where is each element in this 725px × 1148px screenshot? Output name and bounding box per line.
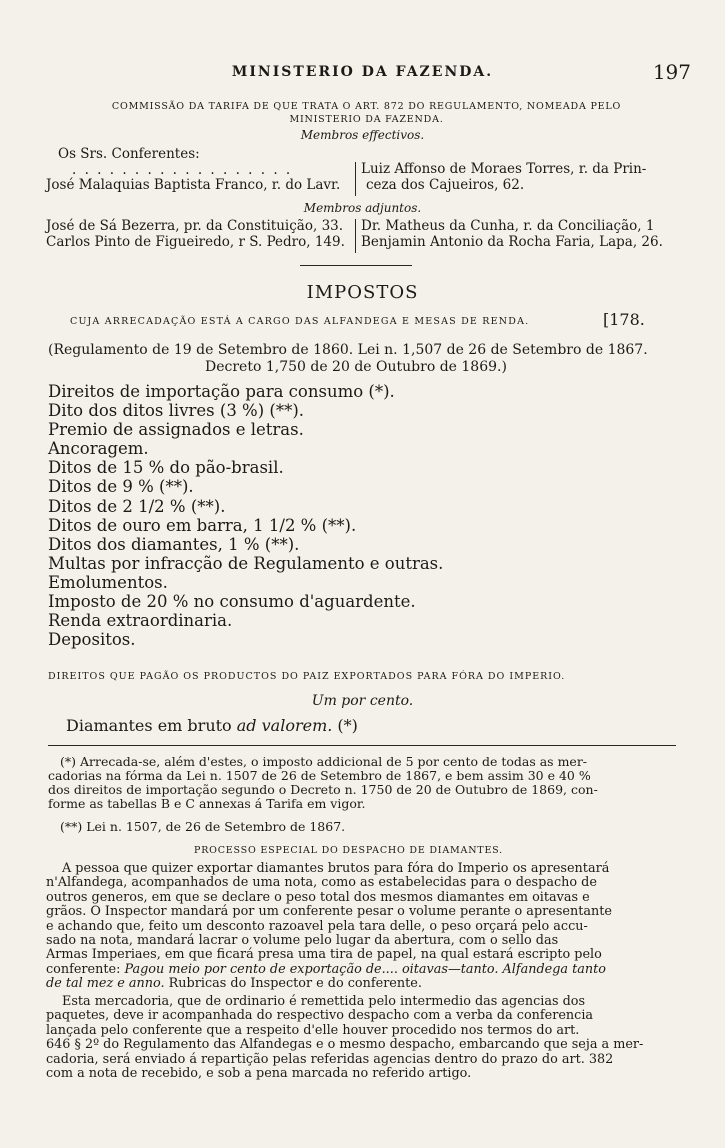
member-left-2b: Carlos Pinto de Figueiredo, r S. Pedro, 149. [46, 234, 345, 250]
impostos-subtitle: CUJA ARRECADAÇÃO ESTÁ A CARGO DAS ALFANDEGA E MESAS DE RENDA. [70, 316, 530, 327]
paragraph-line: A pessoa que quizer exportar diamantes brutos para fóra do Imperio os apresentará [62, 861, 610, 876]
footnote-1-line-4: forme as tabellas B e C annexas á Tarifa em vigor. [48, 796, 366, 811]
list-item: Ditos de 9 % (**). [48, 477, 194, 497]
member-right-2b: Benjamin Antonio da Rocha Faria, Lapa, 26. [361, 234, 663, 250]
receipt-formula: Pagou meio por cento de exportação de.... oitavas—tanto. Alfandega tanto [124, 961, 606, 977]
impostos-list [48, 382, 443, 649]
page-title: MINISTERIO DA FAZENDA. [231, 64, 494, 80]
list-item: Depositos. [48, 630, 136, 650]
export-item-main: Diamantes em bruto [66, 716, 237, 735]
adjunct-members-heading: Membros adjuntos. [303, 201, 422, 215]
margin-reference: [178. [603, 310, 645, 329]
list-item: Premio de assignados e letras. [48, 420, 304, 440]
list-item: Ditos de ouro em barra, 1 1/2 % (**). [48, 515, 357, 535]
rubric-text: Rubricas do Inspector e do conferente. [164, 976, 422, 992]
export-item-mark: (*) [332, 716, 358, 735]
footnote-1-line-3: dos direitos de importação segundo o Decreto n. 1750 de 20 de Outubro de 1869, con- [48, 782, 598, 797]
list-item: Ancoragem. [48, 439, 149, 459]
paragraph-line: Armas Imperiaes, em que ficará presa uma tira de papel, na qual estará escripto pelo [46, 947, 602, 963]
paragraph-line [46, 963, 678, 977]
column-divider [355, 162, 356, 196]
member-right-1a: Luiz Affonso de Moraes Torres, r. da Prin- [361, 161, 647, 177]
member-left-2a: José de Sá Bezerra, pr. da Constituição, 33. [46, 218, 344, 234]
export-rate: Um por cento. [311, 693, 414, 709]
list-item: Direitos de importação para consumo (*). [48, 382, 395, 401]
page-header [40, 60, 691, 88]
leader-dots: . . . . . . . . . . . . . . . . . . [72, 162, 293, 178]
commission-heading-line1: COMMISSÃO DA TARIFA DE QUE TRATA O ART. 872 DO REGULAMENTO, NOMEADA PELO [111, 101, 622, 112]
section-divider [300, 265, 412, 266]
paragraph-line: com a nota de recebido, e sob a pena marcada no referido artigo. [46, 1066, 472, 1082]
regulation-line-2: Decreto 1,750 de 20 de Outubro de 1869.) [205, 359, 507, 375]
paragraph-line: lançada pelo conferente que a respeito d'elle houver procedido nos termos do art. [46, 1022, 580, 1038]
commission-heading [52, 100, 681, 126]
process-heading: PROCESSO ESPECIAL DO DESPACHO DE DIAMANTES. [194, 845, 503, 856]
list-item: Dito dos ditos livres (3 %) (**). [48, 401, 305, 421]
member-right-1b: ceza dos Cajueiros, 62. [366, 177, 525, 193]
effective-members-heading: Membros effectivos. [300, 128, 425, 142]
list-item: Ditos dos diamantes, 1 % (**). [48, 534, 300, 554]
page-number: 197 [652, 60, 691, 84]
column-divider-2 [355, 219, 356, 253]
footnote-rule [48, 745, 676, 746]
receipt-formula-date: de tal mez e anno. [46, 976, 165, 992]
regulation-line-1: (Regulamento de 19 de Setembro de 1860. Lei n. 1,507 de 26 de Setembro de 1867. [48, 342, 648, 358]
process-paragraph-1 [46, 862, 678, 992]
list-item: Imposto de 20 % no consumo d'aguardente. [48, 592, 416, 612]
export-item [66, 716, 358, 735]
member-right-2a: Dr. Matheus da Cunha, r. da Conciliação, 1 [361, 218, 655, 234]
paragraph-line: outros generos, em que se declare o peso total dos mesmos diamantes em oitavas e [46, 889, 590, 905]
footnote-1-line-2: cadorias na fórma da Lei n. 1507 de 26 de Setembro de 1867, e bem assim 30 e 40 % [48, 768, 591, 783]
list-item: Multas por infracção de Regulamento e outras. [48, 553, 444, 573]
member-left-1: José Malaquias Baptista Franco, r. do Lavr. [46, 177, 341, 193]
footnote-1-line-1: (*) Arrecada-se, além d'estes, o imposto addicional de 5 por cento de todas as mer- [60, 754, 588, 769]
list-item: Ditos de 15 % do pão-brasil. [48, 458, 284, 478]
paragraph-line: paquetes, deve ir acompanhada do respectivo despacho com a verba da conferencia [46, 1008, 594, 1024]
export-heading: DIREITOS QUE PAGÃO OS PRODUCTOS DO PAIZ EXPORTADOS PARA FÓRA DO IMPERIO. [48, 671, 566, 682]
conferente-label: conferente: [46, 961, 125, 977]
footnote-2: (**) Lei n. 1507, de 26 de Setembro de 1867. [60, 819, 346, 834]
impostos-title: IMPOSTOS [306, 282, 419, 303]
list-item: Emolumentos. [48, 572, 168, 592]
paragraph-line: cadoria, será enviado á repartição pelas referidas agencias dentro do prazo do art. 382 [46, 1051, 614, 1067]
paragraph-line: e achando que, feito um desconto razoavel pela tara delle, o peso orçará pelo accu- [46, 918, 588, 934]
paragraph-line: Esta mercadoria, que de ordinario é remettida pelo intermedio das agencias dos [62, 994, 586, 1009]
paragraph-line: 646 § 2º do Regulamento das Alfandegas e o mesmo despacho, embarcando que seja a mer- [46, 1037, 644, 1053]
commission-heading-line2: MINISTERIO DA FAZENDA. [289, 114, 444, 125]
list-item: Ditos de 2 1/2 % (**). [48, 496, 226, 516]
export-item-italic: ad valorem. [236, 716, 333, 735]
paragraph-line [46, 977, 678, 991]
paragraph-line: grãos. O Inspector mandará por um conferente pesar o volume perante o apresentante [46, 904, 612, 920]
list-item: Renda extraordinaria. [48, 611, 233, 631]
paragraph-line: n'Alfandega, acompanhados de uma nota, como as estabelecidas para o despacho de [46, 875, 597, 891]
conferentes-intro: Os Srs. Conferentes: [58, 146, 200, 162]
process-paragraph-2 [46, 995, 678, 1081]
paragraph-line: sado na nota, mandará lacrar o volume pelo lugar da abertura, com o sello das [46, 933, 559, 949]
